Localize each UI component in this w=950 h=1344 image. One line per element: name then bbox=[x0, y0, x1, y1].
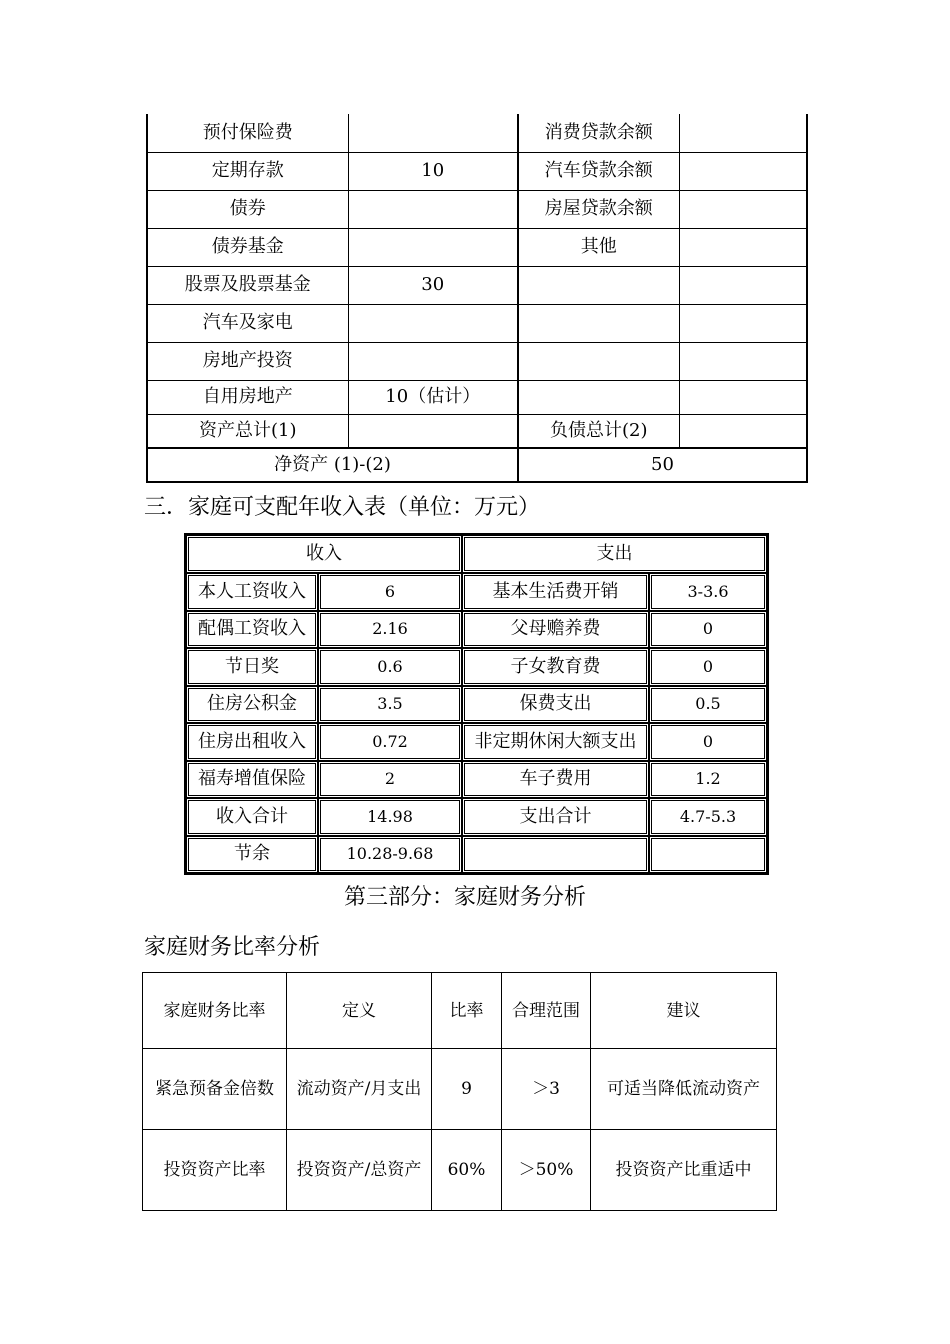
balance-asset-value: 30 bbox=[348, 266, 518, 304]
expense-item: 保费支出 bbox=[462, 686, 649, 724]
balance-liability-label bbox=[518, 380, 679, 414]
expense-value: 3-3.6 bbox=[649, 573, 767, 611]
ratio-definition: 流动资产/月支出 bbox=[287, 1049, 432, 1130]
income-expense-row bbox=[186, 723, 767, 761]
expense-item: 车子费用 bbox=[462, 761, 649, 799]
balance-liability-label: 其他 bbox=[518, 228, 679, 266]
ratio-table bbox=[142, 972, 777, 1211]
expense-item: 基本生活费开销 bbox=[462, 573, 649, 611]
expense-item: 非定期休闲大额支出 bbox=[462, 723, 649, 761]
ratio-advice: 可适当降低流动资产 bbox=[591, 1049, 777, 1130]
income-expense-row bbox=[186, 836, 767, 874]
ratio-value: 60% bbox=[432, 1130, 502, 1211]
balance-liability-value bbox=[679, 266, 807, 304]
balance-liability-label bbox=[518, 304, 679, 342]
ratio-name: 投资资产比率 bbox=[143, 1130, 287, 1211]
ratio-header-cell: 合理范围 bbox=[502, 973, 591, 1049]
balance-asset-label: 债券基金 bbox=[147, 228, 348, 266]
net-assets-value: 50 bbox=[518, 448, 807, 482]
balance-row bbox=[147, 152, 807, 190]
balance-liability-label bbox=[518, 266, 679, 304]
ratio-header-cell: 家庭财务比率 bbox=[143, 973, 287, 1049]
expense-value: 1.2 bbox=[649, 761, 767, 799]
balance-asset-label: 股票及股票基金 bbox=[147, 266, 348, 304]
balance-asset-value bbox=[348, 342, 518, 380]
income-expense-row bbox=[186, 611, 767, 649]
income-item: 福寿增值保险 bbox=[186, 761, 318, 799]
balance-liability-label: 负债总计(2) bbox=[518, 414, 679, 448]
balance-asset-label: 资产总计(1) bbox=[147, 414, 348, 448]
balance-asset-label: 债券 bbox=[147, 190, 348, 228]
net-assets-row bbox=[147, 448, 807, 482]
balance-asset-value: 10 bbox=[348, 152, 518, 190]
balance-liability-value bbox=[679, 380, 807, 414]
income-item: 节余 bbox=[186, 836, 318, 874]
balance-asset-value bbox=[348, 190, 518, 228]
balance-asset-value: 10（估计） bbox=[348, 380, 518, 414]
income-value: 2.16 bbox=[318, 611, 462, 649]
expense-item: 子女教育费 bbox=[462, 648, 649, 686]
balance-liability-value bbox=[679, 114, 807, 152]
balance-liability-value bbox=[679, 342, 807, 380]
ratio-value: 9 bbox=[432, 1049, 502, 1130]
balance-asset-label: 房地产投资 bbox=[147, 342, 348, 380]
balance-liability-label: 消费贷款余额 bbox=[518, 114, 679, 152]
balance-liability-value bbox=[679, 190, 807, 228]
income-expense-row bbox=[186, 648, 767, 686]
expense-value: 4.7-5.3 bbox=[649, 798, 767, 836]
income-value: 10.28-9.68 bbox=[318, 836, 462, 874]
balance-liability-label: 房屋贷款余额 bbox=[518, 190, 679, 228]
balance-row bbox=[147, 266, 807, 304]
balance-asset-value bbox=[348, 114, 518, 152]
ratio-header-cell: 建议 bbox=[591, 973, 777, 1049]
balance-liability-value bbox=[679, 152, 807, 190]
ratio-row bbox=[143, 1049, 777, 1130]
part3-title: 第三部分：家庭财务分析 bbox=[344, 885, 587, 910]
balance-asset-label: 定期存款 bbox=[147, 152, 348, 190]
expense-item bbox=[462, 836, 649, 874]
income-value: 3.5 bbox=[318, 686, 462, 724]
income-item: 配偶工资收入 bbox=[186, 611, 318, 649]
balance-row bbox=[147, 114, 807, 152]
expense-value: 0 bbox=[649, 723, 767, 761]
income-value: 0.6 bbox=[318, 648, 462, 686]
balance-sheet-body bbox=[147, 114, 807, 482]
balance-asset-value bbox=[348, 304, 518, 342]
income-item: 住房出租收入 bbox=[186, 723, 318, 761]
balance-row bbox=[147, 380, 807, 414]
ratio-analysis-title: 家庭财务比率分析 bbox=[144, 935, 321, 960]
income-item: 住房公积金 bbox=[186, 686, 318, 724]
balance-row bbox=[147, 414, 807, 448]
balance-row bbox=[147, 228, 807, 266]
balance-asset-label: 自用房地产 bbox=[147, 380, 348, 414]
income-item: 节日奖 bbox=[186, 648, 318, 686]
balance-liability-value bbox=[679, 414, 807, 448]
expense-value bbox=[649, 836, 767, 874]
balance-liability-value bbox=[679, 304, 807, 342]
balance-sheet-table bbox=[146, 114, 808, 483]
income-value: 2 bbox=[318, 761, 462, 799]
expense-value: 0 bbox=[649, 648, 767, 686]
expense-value: 0 bbox=[649, 611, 767, 649]
ratio-definition: 投资资产/总资产 bbox=[287, 1130, 432, 1211]
income-item: 收入合计 bbox=[186, 798, 318, 836]
ratio-range: ＞3 bbox=[502, 1049, 591, 1130]
balance-row bbox=[147, 342, 807, 380]
balance-liability-value bbox=[679, 228, 807, 266]
income-header: 收入 bbox=[186, 535, 462, 573]
expense-item: 支出合计 bbox=[462, 798, 649, 836]
income-value: 14.98 bbox=[318, 798, 462, 836]
income-item: 本人工资收入 bbox=[186, 573, 318, 611]
balance-asset-value bbox=[348, 228, 518, 266]
balance-row bbox=[147, 190, 807, 228]
expense-value: 0.5 bbox=[649, 686, 767, 724]
income-expense-row bbox=[186, 761, 767, 799]
ratio-advice: 投资资产比重适中 bbox=[591, 1130, 777, 1211]
ratio-row bbox=[143, 1130, 777, 1211]
income-section-title: 三．家庭可支配年收入表（单位：万元） bbox=[144, 495, 541, 520]
ratio-header-row bbox=[143, 973, 777, 1049]
income-expense-row bbox=[186, 686, 767, 724]
ratio-header-cell: 比率 bbox=[432, 973, 502, 1049]
income-expense-table bbox=[184, 533, 769, 875]
balance-liability-label: 汽车贷款余额 bbox=[518, 152, 679, 190]
income-value: 0.72 bbox=[318, 723, 462, 761]
ratio-range: ＞50% bbox=[502, 1130, 591, 1211]
balance-asset-label: 汽车及家电 bbox=[147, 304, 348, 342]
balance-asset-value bbox=[348, 414, 518, 448]
balance-row bbox=[147, 304, 807, 342]
income-value: 6 bbox=[318, 573, 462, 611]
ratio-name: 紧急预备金倍数 bbox=[143, 1049, 287, 1130]
ratio-header-cell: 定义 bbox=[287, 973, 432, 1049]
balance-liability-label bbox=[518, 342, 679, 380]
income-expense-row bbox=[186, 573, 767, 611]
net-assets-label: 净资产 (1)-(2) bbox=[147, 448, 518, 482]
expense-item: 父母赡养费 bbox=[462, 611, 649, 649]
expense-header: 支出 bbox=[462, 535, 767, 573]
income-expense-row bbox=[186, 798, 767, 836]
balance-asset-label: 预付保险费 bbox=[147, 114, 348, 152]
